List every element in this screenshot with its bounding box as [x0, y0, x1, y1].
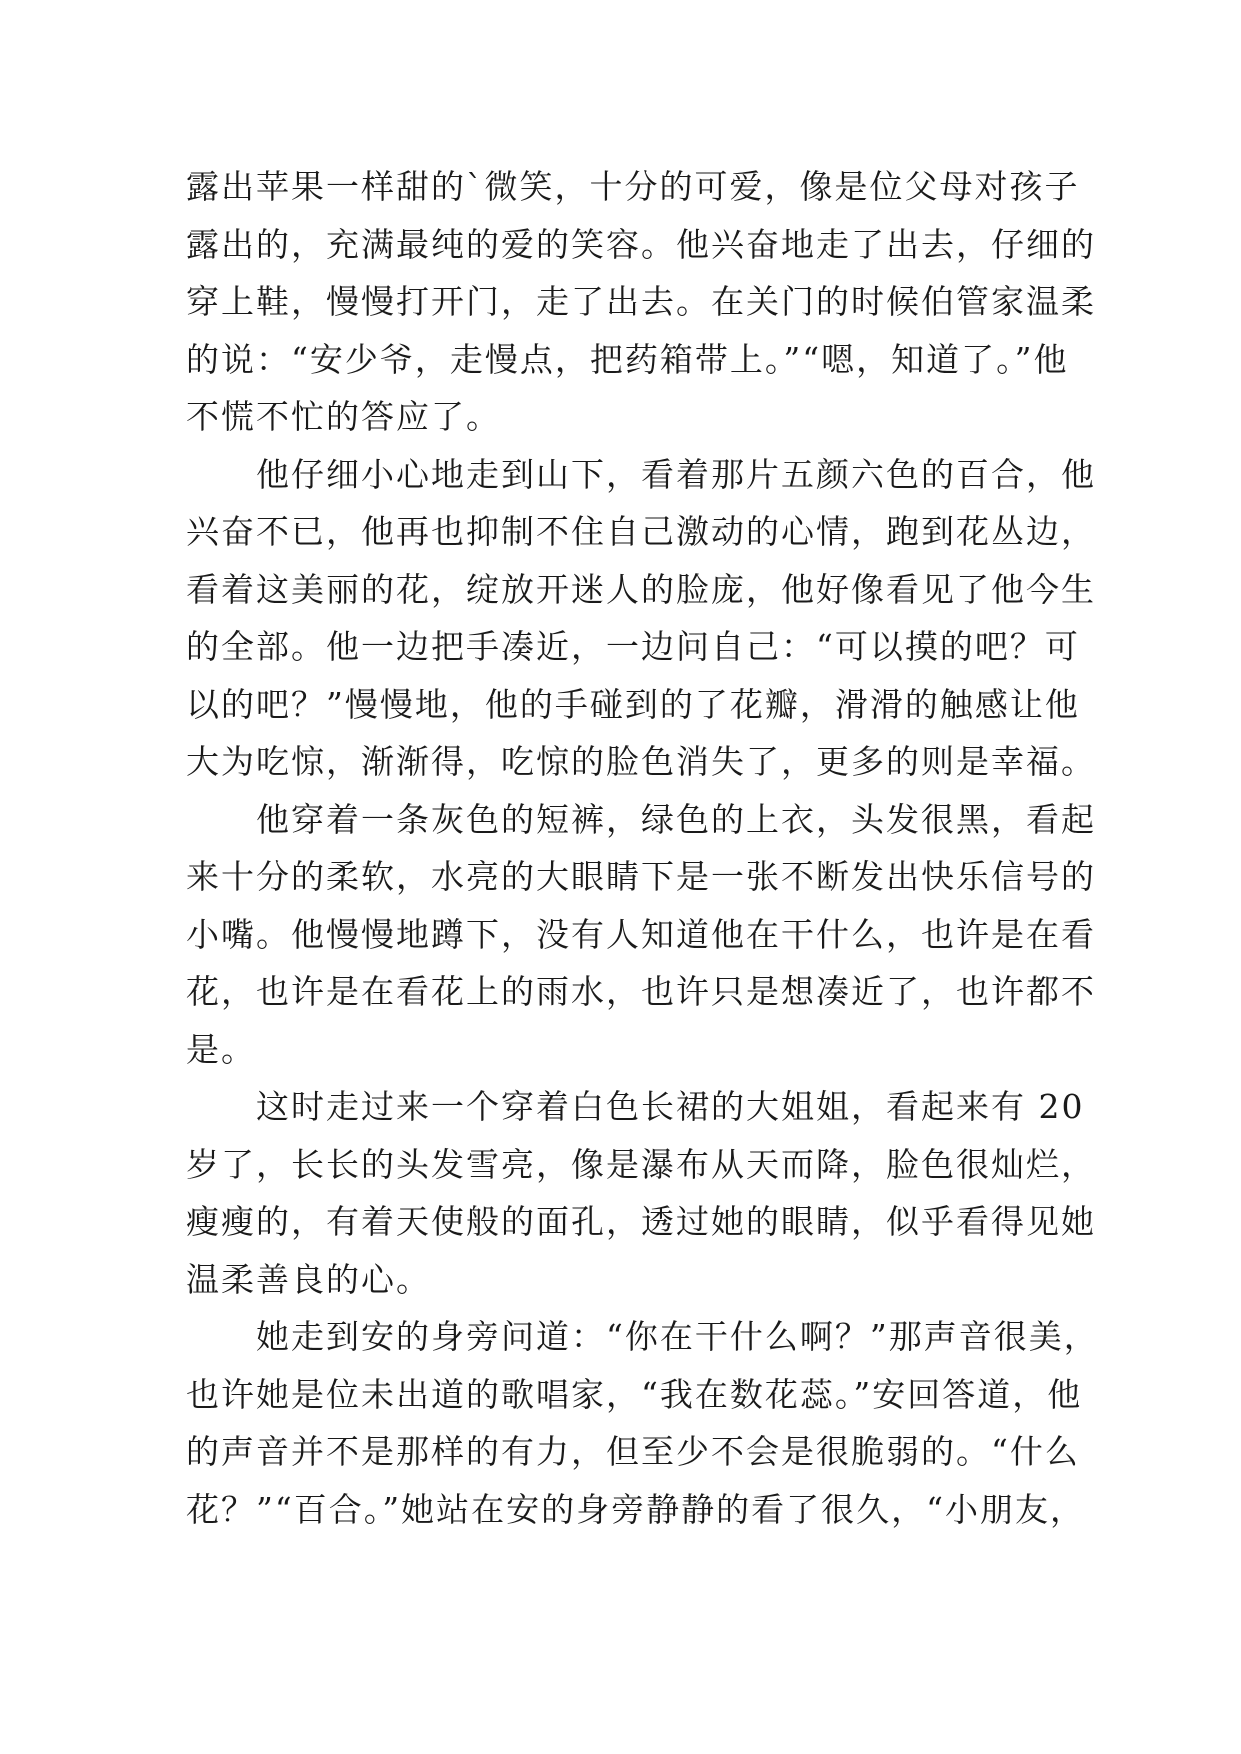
text-line: 的声音并不是那样的有力，但至少不会是很脆弱的。“什么: [186, 1432, 1080, 1471]
text-line: 这时走过来一个穿着白色长裙的大姐姐，看起来有 20: [186, 1087, 1085, 1126]
document-body: [186, 158, 1099, 1538]
text-line: 也许她是位未出道的歌唱家，“我在数花蕊。”安回答道，他: [186, 1374, 1083, 1414]
text-line: 的说：“安少爷，走慢点，把药箱带上。”“嗯，知道了。”他: [186, 339, 1069, 379]
text-line: 的全部。他一边把手凑近，一边问自己：“可以摸的吧？可: [186, 627, 1080, 666]
text-line: 以的吧？”慢慢地，他的手碰到的了花瓣，滑滑的触感让他: [186, 684, 1080, 724]
text-line: 他仔细小心地走到山下，看着那片五颜六色的百合，他: [186, 454, 1096, 494]
text-line: 他穿着一条灰色的短裤，绿色的上衣，头发很黑，看起: [186, 799, 1096, 839]
text-line: 瘦瘦的，有着天使般的面孔，透过她的眼睛，似乎看得见她: [186, 1202, 1096, 1241]
text-line: 花，也许是在看花上的雨水，也许只是想凑近了，也许都不: [186, 972, 1096, 1011]
text-line: 不慌不忙的答应了。: [186, 397, 501, 436]
text-line: 穿上鞋，慢慢打开门，走了出去。在关门的时候伯管家温柔: [186, 282, 1096, 321]
text-line: 看着这美丽的花，绽放开迷人的脸庞，他好像看见了他今生: [186, 569, 1096, 609]
text-line: 她走到安的身旁问道：“你在干什么啊？”那声音很美，: [186, 1317, 1099, 1356]
text-line: 岁了，长长的头发雪亮，像是瀑布从天而降，脸色很灿烂，: [186, 1144, 1096, 1184]
text-line: 大为吃惊，渐渐得，吃惊的脸色消失了，更多的则是幸福。: [186, 742, 1096, 781]
text-line: 温柔善良的心。: [186, 1259, 431, 1299]
text-line: 露出的，充满最纯的爱的笑容。他兴奋地走了出去，仔细的: [186, 224, 1096, 264]
text-line: 花？”“百合。”她站在安的身旁静静的看了很久，“小朋友，: [186, 1489, 1085, 1529]
text-line: 小嘴。他慢慢地蹲下，没有人知道他在干什么，也许是在看: [186, 914, 1096, 954]
text-line: 露出苹果一样甜的`微笑，十分的可爱，像是位父母对孩子: [186, 167, 1080, 206]
text-line: 是。: [186, 1029, 256, 1069]
text-line: 来十分的柔软，水亮的大眼睛下是一张不断发出快乐信号的: [186, 857, 1096, 896]
text-line: 兴奋不已，他再也抑制不住自己激动的心情，跑到花丛边，: [186, 512, 1096, 551]
